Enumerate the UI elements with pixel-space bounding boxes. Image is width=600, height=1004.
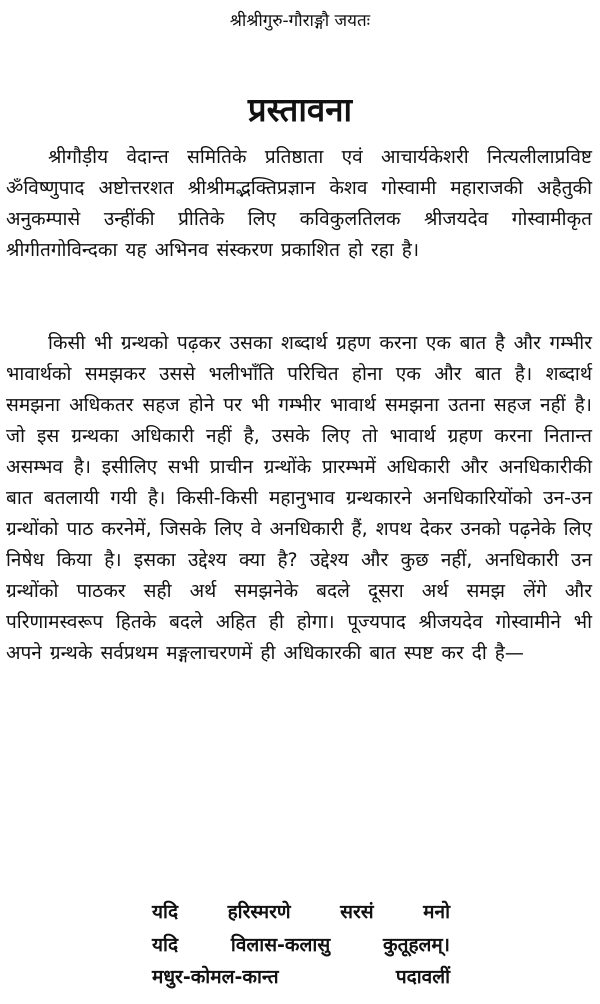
paragraph-text: श्रीगौड़ीय वेदान्त समितिके प्रतिष्ठाता एवं आचार्यकेशरी नित्यलीलाप्रविष्ट ॐविष्णुपाद अष्टोत्तरशत श्रीश्रीमद्भक्तिप्रज्ञान केशव गोस्वामी महाराजकी अहैतुकी अनुकम्पासे उन्हींकी प्रीतिके लिए कविकुलतिलक श्रीजयदेव गोस्वामीकृत श्रीगीतगोविन्दका यह अभिनव संस्करण प्रकाशित हो रहा है। bbox=[6, 146, 592, 261]
page-title: प्रस्तावना bbox=[247, 90, 353, 129]
body-paragraph-2 bbox=[6, 328, 592, 669]
verse-line-1: यदि हरिस्मरणे सरसं मनो bbox=[152, 901, 450, 923]
verse-line-3: मधुर-कोमल-कान्त पदावलीं bbox=[152, 966, 450, 988]
paragraph-text: किसी भी ग्रन्थको पढ़कर उसका शब्दार्थ ग्रहण करना एक बात है और गम्भीर भावार्थको समझकर उससे भलीभाँति परिचित होना एक और बात है। शब्दार्थ समझना अधिकतर सहज होने पर भी गम्भीर भावार्थ समझना उतना सहज नहीं है। जो इस ग्रन्थका अधिकारी नहीं है, उसके लिए तो भावार्थ ग्रहण करना नितान्त असम्भव है। इसीलिए सभी प्राचीन ग्रन्थोंके प्रारम्भमें अधिकारी और अनधिकारीकी बात बतलायी गयी है। किसी-किसी महानुभाव ग्रन्थकारने अनधिकारियोंको उन-उन ग्रन्थोंको पाठ करनेमें, जिसके लिए वे अनधिकारी हैं, शपथ देकर उनको पढ़नेके लिए निषेध किया है। इसका उद्देश्य क्या है? उद्देश्य और कुछ नहीं, अनधिकारी उन ग्रन्थोंको पाठकर सही अर्थ समझनेके बदले दूसरा अर्थ समझ लेंगे और परिणामस्वरूप हितके बदले अहित ही होगा। पूज्यपाद श्रीजयदेव गोस्वामीने भी अपने ग्रन्थके सर्वप्रथम मङ्गलाचरणमें ही अधिकारकी बात स्पष्ट कर दी है— bbox=[6, 332, 592, 664]
body-paragraph-1 bbox=[6, 142, 592, 266]
page-header: श्रीश्रीगुरु-गौराङ्गौ जयतः bbox=[229, 11, 371, 31]
verse-line-2: यदि विलास-कलासु कुतूहलम्। bbox=[152, 934, 450, 956]
